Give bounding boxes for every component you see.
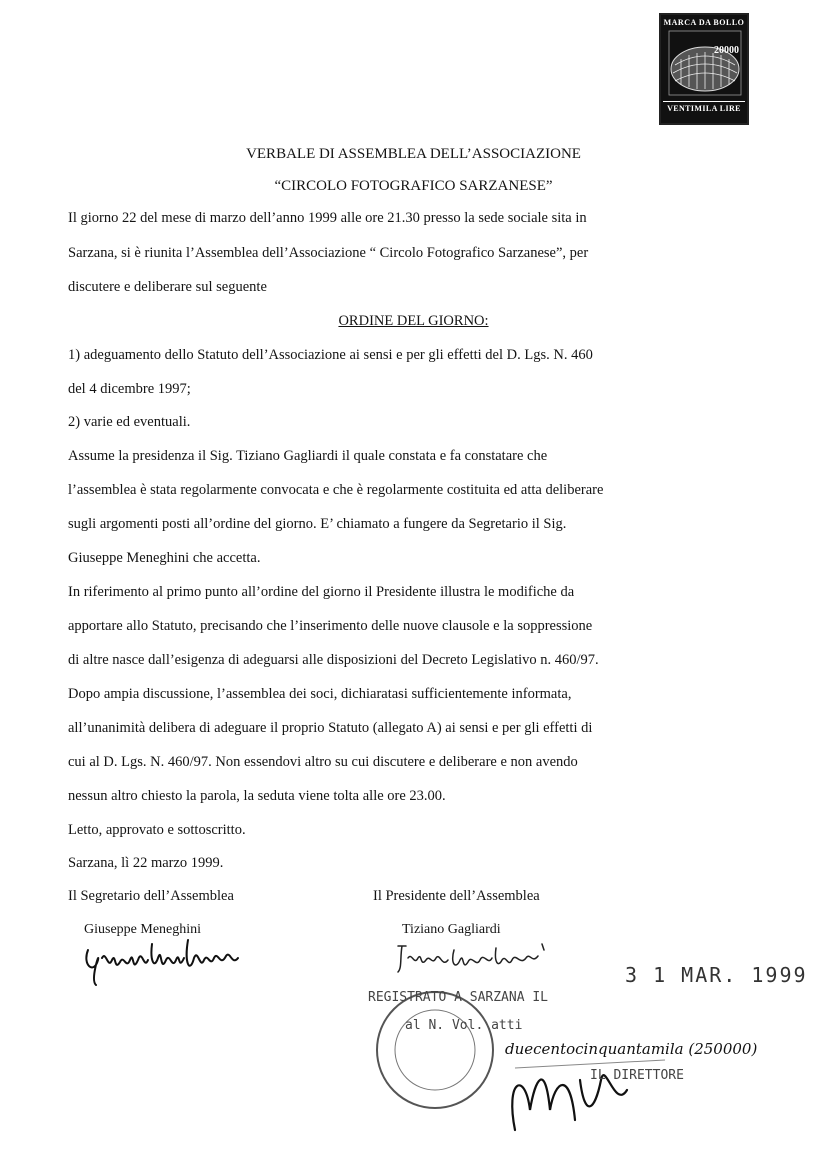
presidency-line-1: Assume la presidenza il Sig. Tiziano Gagliardi il quale constata e fa constatare che — [68, 448, 548, 464]
reference-line-1: In riferimento al primo punto all’ordine del giorno il Presidente illustra le modifiche da — [68, 584, 575, 600]
discussion-line-1: Dopo ampia discussione, l’assemblea dei soci, dichiaratasi sufficientemente informata, — [68, 686, 572, 702]
presidency-line-4: Giuseppe Meneghini che accetta. — [68, 550, 261, 566]
registration-date: 3 1 MAR. 1999 — [625, 963, 808, 987]
stamp-top-text: MARCA DA BOLLO — [663, 18, 745, 27]
secretary-signature — [80, 930, 250, 990]
agenda-heading: ORDINE DEL GIORNO: — [338, 313, 489, 329]
reference-line-2: apportare allo Statuto, precisando che l’inserimento delle nuove clausole e la soppressione — [68, 618, 593, 634]
closing-statement: Letto, approvato e sottoscritto. — [68, 822, 246, 838]
colosseum-stamp-image — [667, 29, 743, 97]
intro-line-3: discutere e deliberare sul seguente — [68, 279, 267, 295]
registration-director: IL DIRETTORE — [590, 1068, 684, 1083]
revenue-stamp — [659, 13, 749, 125]
secretary-label: Il Segretario dell’Assemblea — [68, 888, 234, 904]
agenda-item-1-cont: del 4 dicembre 1997; — [68, 381, 191, 397]
agenda-item-2: 2) varie ed eventuali. — [68, 414, 191, 430]
intro-line-2: Sarzana, si è riunita l’Assemblea dell’Associazione “ Circolo Fotografico Sarzanese”, per — [68, 245, 589, 261]
presidency-line-2: l’assemblea è stata regolarmente convocata e che è regolarmente costituita ed atta deliberare — [68, 482, 604, 498]
registration-number-line: al N. Vol. atti — [405, 1018, 523, 1033]
reference-line-3: di altre nasce dall’esigenza di adeguarsi alle disposizioni del Decreto Legislativo n. 460/97. — [68, 652, 599, 668]
discussion-line-4: nessun altro chiesto la parola, la seduta viene tolta alle ore 23.00. — [68, 788, 446, 804]
stamp-value: 20000 — [714, 45, 739, 56]
president-label: Il Presidente dell’Assemblea — [373, 888, 540, 904]
secretary-name: Giuseppe Meneghini — [84, 922, 202, 937]
agenda-item-1: 1) adeguamento dello Statuto dell’Associazione ai sensi e per gli effetti del D. Lgs. N. 460 — [68, 347, 593, 363]
registration-office-text: REGISTRATO A SARZANA IL — [368, 990, 549, 1005]
presidency-line-3: sugli argomenti posti all’ordine del giorno. E’ chiamato a fungere da Segretario il Sig. — [68, 516, 567, 532]
registration-amount: duecentocinquantamila (250000) — [505, 1040, 758, 1058]
stamp-bottom-text: VENTIMILA LIRE — [663, 101, 745, 113]
place-date: Sarzana, lì 22 marzo 1999. — [68, 855, 224, 871]
intro-line-1: Il giorno 22 del mese di marzo dell’anno 1999 alle ore 21.30 presso la sede sociale sita in — [68, 210, 587, 226]
discussion-line-2: all’unanimità delibera di adeguare il proprio Statuto (allegato A) ai sensi e per gli effetti di — [68, 720, 593, 736]
discussion-line-3: cui al D. Lgs. N. 460/97. Non essendovi altro su cui discutere e deliberare e non avendo — [68, 754, 578, 770]
president-name: Tiziano Gagliardi — [402, 922, 501, 937]
association-name: “CIRCOLO FOTOGRAFICO SARZANESE” — [274, 178, 553, 194]
document-title: VERBALE DI ASSEMBLEA DELL’ASSOCIAZIONE — [246, 146, 581, 162]
